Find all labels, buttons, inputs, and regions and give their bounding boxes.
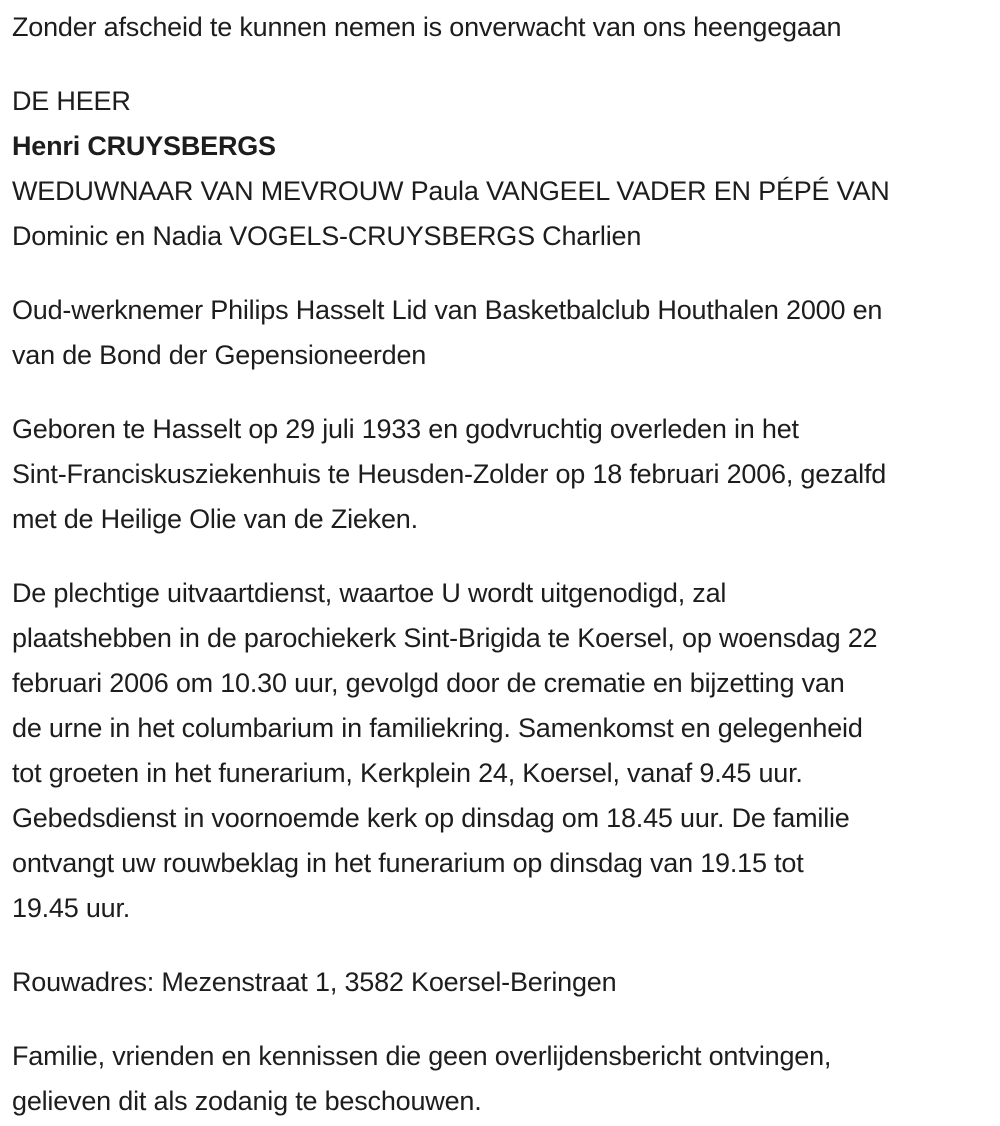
relations-line-1: WEDUWNAAR VAN MEVROUW Paula VANGEEL VADER EN PÉPÉ VAN bbox=[12, 176, 890, 206]
birth-death-line-1: Geboren te Hasselt op 29 juli 1933 en godvruchtig overleden in het bbox=[12, 414, 799, 444]
service-line-3: februari 2006 om 10.30 uur, gevolgd door de crematie en bijzetting van bbox=[12, 668, 845, 698]
service-line-1: De plechtige uitvaartdienst, waartoe U wordt uitgenodigd, zal bbox=[12, 578, 727, 608]
closing-paragraph bbox=[12, 1034, 992, 1124]
affiliations-paragraph bbox=[12, 288, 992, 378]
birth-death-line-3: met de Heilige Olie van de Zieken. bbox=[12, 504, 418, 534]
birth-death-line-2: Sint-Franciskusziekenhuis te Heusden-Zolder op 18 februari 2006, gezalfd bbox=[12, 459, 887, 489]
service-line-7: ontvangt uw rouwbeklag in het funerarium op dinsdag van 19.15 tot bbox=[12, 848, 804, 878]
mourning-address-line: Rouwadres: Mezenstraat 1, 3582 Koersel-Beringen bbox=[12, 967, 617, 997]
service-line-6: Gebedsdienst in voornoemde kerk op dinsdag om 18.45 uur. De familie bbox=[12, 803, 850, 833]
deceased-name: Henri CRUYSBERGS bbox=[12, 131, 276, 161]
affiliations-line-1: Oud-werknemer Philips Hasselt Lid van Basketbalclub Houthalen 2000 en bbox=[12, 295, 883, 325]
mourning-address-paragraph bbox=[12, 960, 992, 1005]
service-paragraph bbox=[12, 571, 992, 931]
deceased-paragraph bbox=[12, 79, 992, 259]
service-line-8: 19.45 uur. bbox=[12, 893, 131, 923]
service-line-4: de urne in het columbarium in familiekring. Samenkomst en gelegenheid bbox=[12, 713, 863, 743]
affiliations-line-2: van de Bond der Gepensioneerden bbox=[12, 340, 427, 370]
service-line-5: tot groeten in het funerarium, Kerkplein 24, Koersel, vanaf 9.45 uur. bbox=[12, 758, 803, 788]
closing-line-1: Familie, vrienden en kennissen die geen overlijdensbericht ontvingen, bbox=[12, 1041, 832, 1071]
opening-line: Zonder afscheid te kunnen nemen is onverwacht van ons heengegaan bbox=[12, 12, 842, 42]
birth-death-paragraph bbox=[12, 407, 992, 542]
relations-line-2: Dominic en Nadia VOGELS-CRUYSBERGS Charlien bbox=[12, 221, 642, 251]
salutation-line: DE HEER bbox=[12, 86, 131, 116]
opening-paragraph bbox=[12, 5, 992, 50]
closing-line-2: gelieven dit als zodanig te beschouwen. bbox=[12, 1086, 482, 1116]
service-line-2: plaatshebben in de parochiekerk Sint-Brigida te Koersel, op woensdag 22 bbox=[12, 623, 878, 653]
